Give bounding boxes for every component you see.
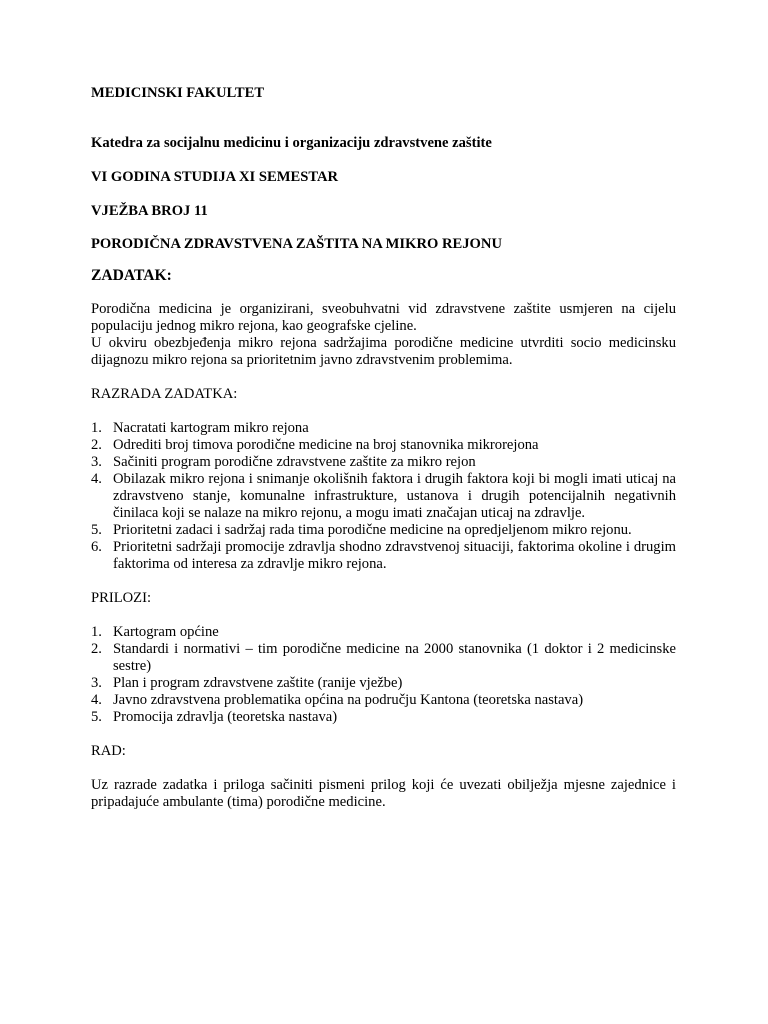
list-item-number: 4. [91, 692, 102, 708]
list-item-number: 5. [91, 709, 102, 725]
list-item-text: Plan i program zdravstvene zaštite (ranije vježbe) [113, 675, 403, 691]
list-item [91, 420, 676, 437]
prilozi-list [91, 624, 676, 726]
rad-paragraph: Uz razrade zadatka i priloga sačiniti pismeni prilog koji će uvezati obilježja mjesne zajednice i pripadajuće ambulante (tima) porodične medicine. [91, 777, 676, 810]
zadatak-body [91, 301, 676, 369]
list-item-text: Prioritetni sadržaji promocije zdravlja shodno zdravstvenoj situaciji, faktorima okoline i drugim faktorima od interesa za zdravlje mikro rejona. [113, 539, 676, 572]
list-item [91, 709, 676, 726]
list-item-number: 1. [91, 420, 102, 436]
list-item-text: Standardi i normativi – tim porodične medicine na 2000 stanovnika (1 doktor i 2 medicinske sestre) [113, 641, 676, 674]
list-item [91, 692, 676, 709]
razrada-heading: RAZRADA ZADATKA: [91, 386, 238, 402]
list-item-text: Javno zdravstvena problematika općina na području Kantona (teoretska nastava) [113, 692, 584, 708]
zadatak-paragraph-2: U okviru obezbjeđenja mikro rejona sadržajima porodične medicine utvrditi socio medicinsku dijagnozu mikro rejona sa prioritetnim javno zdravstvenim problemima. [91, 335, 676, 368]
list-item-number: 2. [91, 641, 102, 657]
list-item-text: Promocija zdravlja (teoretska nastava) [113, 709, 338, 725]
exercise-title-heading: PORODIČNA ZDRAVSTVENA ZAŠTITA NA MIKRO REJONU [91, 236, 502, 252]
list-item-text: Kartogram općine [113, 624, 219, 640]
list-item [91, 624, 676, 641]
zadatak-heading: ZADATAK: [91, 267, 172, 284]
list-item-text: Odrediti broj timova porodične medicine na broj stanovnika mikrorejona [113, 437, 539, 453]
rad-heading: RAD: [91, 743, 126, 759]
list-item-number: 3. [91, 675, 102, 691]
exercise-number-heading: VJEŽBA BROJ 11 [91, 203, 208, 219]
list-item-text: Prioritetni zadaci i sadržaj rada tima porodične medicine na opredjeljenom mikro rejonu. [113, 522, 632, 538]
list-item [91, 539, 676, 573]
list-item-number: 3. [91, 454, 102, 470]
department-heading: Katedra za socijalnu medicinu i organizaciju zdravstvene zaštite [91, 135, 492, 151]
list-item-number: 6. [91, 539, 102, 555]
faculty-heading: MEDICINSKI FAKULTET [91, 85, 265, 101]
document-page [91, 85, 676, 811]
list-item-number: 1. [91, 624, 102, 640]
list-item [91, 522, 676, 539]
list-item [91, 641, 676, 675]
list-item-number: 4. [91, 471, 102, 487]
prilozi-heading: PRILOZI: [91, 590, 151, 606]
zadatak-paragraph-1: Porodična medicina je organizirani, sveobuhvatni vid zdravstvene zaštite usmjeren na cijelu populaciju jednog mikro rejona, kao geografske cjeline. [91, 301, 676, 334]
list-item-text: Nacratati kartogram mikro rejona [113, 420, 309, 436]
razrada-list [91, 420, 676, 573]
year-semester-heading: VI GODINA STUDIJA XI SEMESTAR [91, 169, 339, 185]
list-item-text: Obilazak mikro rejona i snimanje okolišnih faktora i drugih faktora koji bi mogli imati uticaj na zdravstveno stanje, komunalne infrastrukture, ustanova i drugih potencijalnih negativnih činilaca koji se nalaze na mikro rejonu, a mogu imati značajan uticaj na zdravlje. [113, 471, 676, 521]
list-item-text: Sačiniti program porodične zdravstvene zaštite za mikro rejon [113, 454, 476, 470]
list-item-number: 5. [91, 522, 102, 538]
list-item [91, 437, 676, 454]
list-item [91, 454, 676, 471]
list-item [91, 675, 676, 692]
list-item [91, 471, 676, 522]
list-item-number: 2. [91, 437, 102, 453]
